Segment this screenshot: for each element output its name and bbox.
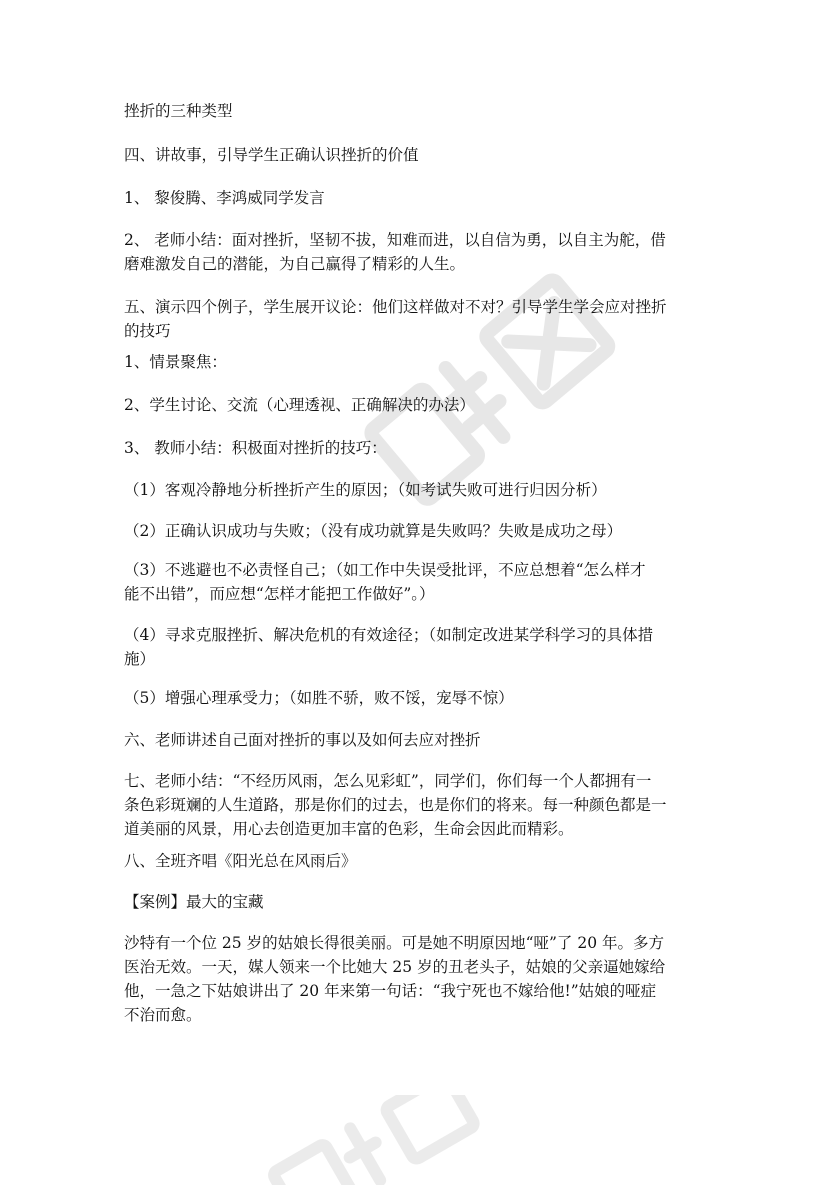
text-line: 能不出错”，而应想“怎样才能把工作做好”。） <box>124 585 435 603</box>
watermark-fragment <box>250 1095 510 1185</box>
text-line: （3）不逃避也不必责怪自己；（如工作中失误受批评，不应总想着“怎么样才 <box>124 561 646 579</box>
list-item <box>124 558 709 606</box>
list-item <box>124 393 709 417</box>
heading-section-4 <box>124 143 709 167</box>
text-line: （2）正确认识成功与失败；（没有成功就算是失败吗？失败是成功之母） <box>124 522 623 540</box>
text-line: 1、 黎俊腾、李鸿威同学发言 <box>124 189 325 207</box>
list-item <box>124 186 709 210</box>
text-line: 磨难激发自己的潜能，为自己赢得了精彩的人生。 <box>124 255 466 273</box>
heading-section-7 <box>124 769 709 841</box>
text-line: 2、 老师小结：面对挫折，坚韧不拔，知难而进，以自信为勇，以自主为舵，借 <box>124 231 666 249</box>
case-title <box>124 890 709 914</box>
text-line: 挫折的三种类型 <box>124 102 233 120</box>
text-line: 1、情景聚焦： <box>124 353 227 371</box>
text-line: 四、讲故事，引导学生正确认识挫折的价值 <box>124 146 419 164</box>
text-line: （5）增强心理承受力；（如胜不骄，败不馁，宠辱不惊） <box>124 689 514 707</box>
heading-section-6 <box>124 728 709 752</box>
text-line: 八、全班齐唱《阳光总在风雨后》 <box>124 852 357 870</box>
text-line: （1）客观冷静地分析挫折产生的原因；（如考试失败可进行归因分析） <box>124 481 607 499</box>
text-line: 五、演示四个例子，学生展开议论：他们这样做对不对？引导学生学会应对挫折 <box>124 298 667 316</box>
text-line: 医治无效。一天，媒人领来一个比她大 25 岁的丑老头子，姑娘的父亲逼她嫁给 <box>124 958 666 976</box>
text-line: 条色彩斑斓的人生道路，那是你们的过去，也是你们的将来。每一种颜色都是一 <box>124 796 667 814</box>
text-line: 【案例】最大的宝藏 <box>124 893 264 911</box>
text-line: 3、 教师小结：积极面对挫折的技巧： <box>124 439 387 457</box>
list-item <box>124 623 709 671</box>
text-line: 的技巧 <box>124 322 171 340</box>
text-line: 道美丽的风景，用心去创造更加丰富的色彩，生命会因此而精彩。 <box>124 820 574 838</box>
list-item <box>124 686 709 710</box>
text-line: （4）寻求克服挫折、解决危机的有效途径；（如制定改进某学科学习的具体措 <box>124 626 654 644</box>
text-line: 不治而愈。 <box>124 1006 202 1024</box>
paragraph-frustration-types <box>124 99 709 123</box>
case-body <box>124 931 709 1027</box>
list-item <box>124 519 709 543</box>
heading-section-5 <box>124 295 709 343</box>
text-line: 2、学生讨论、交流（心理透视、正确解决的办法） <box>124 396 475 414</box>
list-item <box>124 350 709 374</box>
heading-section-8 <box>124 849 709 873</box>
list-item <box>124 228 709 276</box>
list-item <box>124 436 709 460</box>
text-line: 施） <box>124 650 156 668</box>
text-line: 他，一急之下姑娘讲出了 20 年来第一句话：“我宁死也不嫁给他!”姑娘的哑症 <box>124 982 657 1000</box>
text-line: 沙特有一个位 25 岁的姑娘长得很美丽。可是她不明原因地“哑”了 20 年。多方 <box>124 934 665 952</box>
text-line: 七、老师小结：“不经历风雨，怎么见彩虹”，同学们，你们每一个人都拥有一 <box>124 772 652 790</box>
text-line: 六、老师讲述自己面对挫折的事以及如何去应对挫折 <box>124 731 481 749</box>
list-item <box>124 478 709 502</box>
